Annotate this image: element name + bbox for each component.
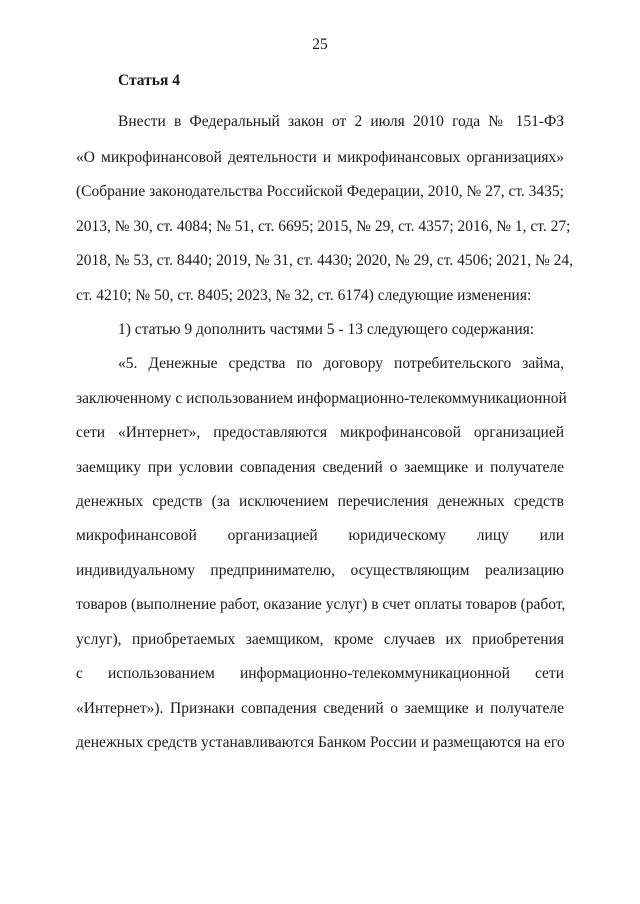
- text-line: микрофинансовой организацией юридическому лицу или: [76, 527, 564, 544]
- text-line: индивидуальному предпринимателю, осуществляющим реализацию: [76, 562, 564, 579]
- page-number: 25: [312, 36, 328, 53]
- text-line: товаров (выполнение работ, оказание услуг) в счет оплаты товаров (работ,: [76, 596, 566, 613]
- text-line: 2018, № 53, ст. 8440; 2019, № 31, ст. 4430; 2020, № 29, ст. 4506; 2021, № 24,: [76, 252, 574, 269]
- text-line: денежных средств устанавливаются Банком России и размещаются на его: [76, 734, 565, 751]
- article-heading: Статья 4: [118, 72, 180, 89]
- text-line: заключенному с использованием информационно-телекоммуникационной: [76, 390, 567, 407]
- text-line: с использованием информационно-телекоммуникационной сети: [76, 665, 564, 682]
- text-line: 2013, № 30, ст. 4084; № 51, ст. 6695; 2015, № 29, ст. 4357; 2016, № 1, ст. 27;: [76, 218, 571, 235]
- text-line: денежных средств (за исключением перечисления денежных средств: [76, 493, 564, 510]
- text-line: «Интернет»). Признаки совпадения сведений о заемщике и получателе: [76, 700, 564, 717]
- text-line: заемщику при условии совпадения сведений о заемщике и получателе: [76, 459, 564, 476]
- text-line: 1) статью 9 дополнить частями 5 - 13 следующего содержания:: [118, 321, 535, 338]
- text-line: услуг), приобретаемых заемщиком, кроме случаев их приобретения: [76, 631, 564, 648]
- text-line: «5. Денежные средства по договору потребительского займа,: [118, 355, 564, 372]
- text-line: Внести в Федеральный закон от 2 июля 2010 года № 151-ФЗ: [118, 113, 564, 130]
- text-line: сети «Интернет», предоставляются микрофинансовой организацией: [76, 424, 564, 441]
- text-line: ст. 4210; № 50, ст. 8405; 2023, № 32, ст. 6174) следующие изменения:: [76, 287, 532, 304]
- text-line: (Собрание законодательства Российской Федерации, 2010, № 27, ст. 3435;: [76, 183, 564, 200]
- text-line: «О микрофинансовой деятельности и микрофинансовых организациях»: [76, 149, 564, 166]
